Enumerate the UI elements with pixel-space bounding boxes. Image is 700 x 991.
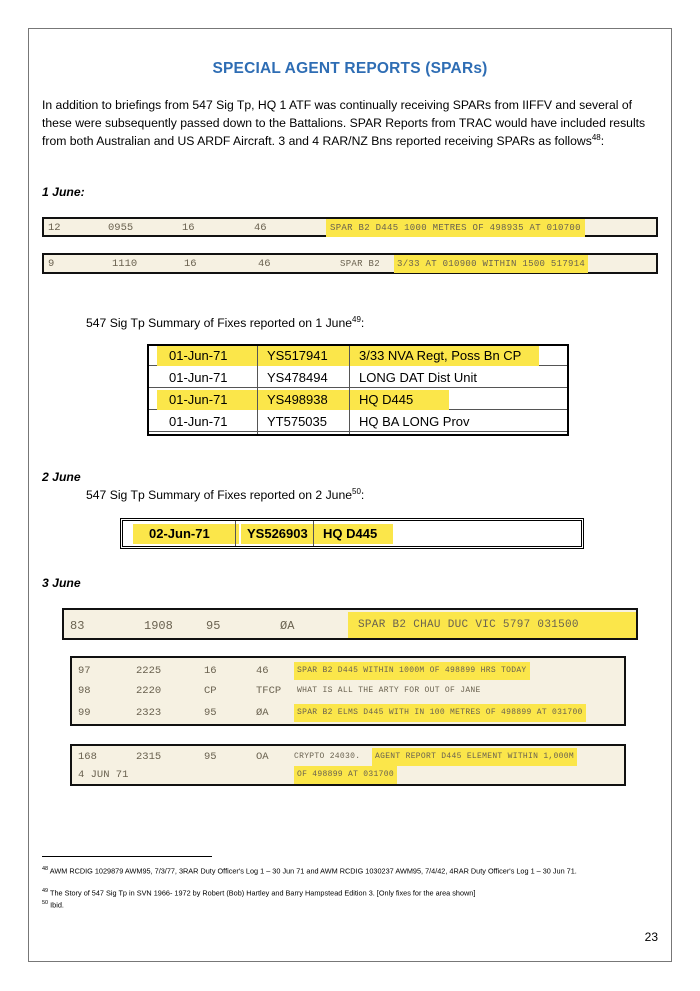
fix-grid: YS526903 xyxy=(241,524,329,544)
footnote-ref-48[interactable]: 48 xyxy=(591,132,601,142)
column-divider xyxy=(349,346,350,434)
summary-label-end: : xyxy=(360,488,365,502)
footnote-separator xyxy=(42,856,212,857)
log-from: 95 xyxy=(204,751,217,763)
log-to: OA xyxy=(256,751,269,763)
footnote-number: 49 xyxy=(42,888,49,894)
log-row xyxy=(72,682,624,700)
log-time: 2220 xyxy=(136,685,162,697)
log-serial: 168 xyxy=(78,751,97,763)
summary-label-end: : xyxy=(360,316,365,330)
footnote-48 xyxy=(42,864,664,877)
log-serial: 99 xyxy=(78,707,91,719)
log-serial: 83 xyxy=(70,619,85,633)
fix-date: 01-Jun-71 xyxy=(157,346,261,366)
log-excerpt-3-june-a xyxy=(62,608,638,640)
log-text: SPAR B2 D445 1000 METRES OF 498935 AT 010700 xyxy=(326,219,585,237)
fix-grid: YS517941 xyxy=(261,346,353,366)
log-serial: 9 xyxy=(48,258,55,270)
intro-text: In addition to briefings from 547 Sig Tp, HQ 1 ATF was continually receiving SPARs from IIFFV and several of these were subsequently passed down to the Battalions. SPAR Reports from TRAC would have included results from both Australian and US ARDF Aircraft. 3 and 4 RAR/NZ Bns reported receiving SPARs as follows xyxy=(42,98,646,148)
fix-date: 02-Jun-71 xyxy=(133,524,239,544)
log-row xyxy=(44,219,656,237)
footnote-text: Ibid. xyxy=(50,900,64,910)
log-text: SPAR B2 D445 WITHIN 1000M OF 498899 HRS TODAY xyxy=(294,662,530,680)
log-date: 4 JUN 71 xyxy=(78,769,129,781)
fix-desc: 3/33 NVA Regt, Poss Bn CP xyxy=(353,346,539,366)
summary-label-text: 547 Sig Tp Summary of Fixes reported on 2 June xyxy=(86,488,353,502)
log-time: 1110 xyxy=(112,258,138,270)
fix-summary-table-1-june xyxy=(147,344,569,436)
summary-label-text: 547 Sig Tp Summary of Fixes reported on 1 June xyxy=(86,316,353,330)
table-row xyxy=(149,412,567,432)
table-row xyxy=(149,368,567,388)
log-text: SPAR B2 CHAU DUC VIC 5797 031500 xyxy=(348,612,636,638)
log-from: 95 xyxy=(204,707,217,719)
intro-paragraph xyxy=(42,96,664,150)
footnote-ref-49[interactable]: 49 xyxy=(352,314,361,324)
log-row xyxy=(72,662,624,680)
column-divider xyxy=(257,346,258,434)
log-to: TFCP xyxy=(256,685,282,697)
log-from: 95 xyxy=(206,619,221,633)
footnote-50 xyxy=(42,898,664,911)
log-to: 46 xyxy=(254,222,267,234)
log-text: WHAT IS ALL THE ARTY FOR OUT OF JANE xyxy=(297,686,481,695)
log-row xyxy=(72,704,624,722)
fix-desc: HQ BA LONG Prov xyxy=(359,414,470,429)
fix-date: 01-Jun-71 xyxy=(169,370,228,385)
log-serial: 98 xyxy=(78,685,91,697)
log-excerpt-3-june-b xyxy=(70,656,626,726)
footnote-number: 48 xyxy=(42,866,49,872)
log-time: 2225 xyxy=(136,665,162,677)
heading-3-june: 3 June xyxy=(42,576,81,590)
log-from: 16 xyxy=(184,258,197,270)
heading-2-june: 2 June xyxy=(42,470,81,484)
log-text-highlight: AGENT REPORT D445 ELEMENT WITHIN 1,000M xyxy=(372,748,577,766)
log-serial: 12 xyxy=(48,222,61,234)
log-from: 16 xyxy=(204,665,217,677)
footnote-number: 50 xyxy=(42,900,49,906)
column-divider xyxy=(313,521,314,546)
log-time: 0955 xyxy=(108,222,134,234)
log-excerpt-1-june-b xyxy=(42,253,658,274)
log-to: ØA xyxy=(256,707,269,719)
summary-label-1-june xyxy=(86,316,364,330)
log-text-prefix: CRYPTO 24030. xyxy=(294,752,361,761)
fix-desc: LONG DAT Dist Unit xyxy=(359,370,477,385)
footnote-ref-50[interactable]: 50 xyxy=(352,486,361,496)
intro-end: : xyxy=(600,134,605,148)
log-excerpt-1-june-a xyxy=(42,217,658,237)
log-text-highlight: OF 498899 AT 031700 xyxy=(294,766,397,784)
log-text: SPAR B2 ELMS D445 WITH IN 100 METRES OF 498899 AT 031700 xyxy=(294,704,586,722)
fix-date: 01-Jun-71 xyxy=(157,390,261,410)
log-time: 2315 xyxy=(136,751,162,763)
fix-grid: YT575035 xyxy=(267,414,327,429)
log-from: CP xyxy=(204,685,217,697)
fix-date: 01-Jun-71 xyxy=(169,414,228,429)
log-time: 2323 xyxy=(136,707,162,719)
log-text-highlight: 3/33 AT 010900 WITHIN 1500 517914 xyxy=(394,255,588,273)
log-row xyxy=(72,748,624,766)
footnote-text: AWM RCDIG 1029879 AWM95, 7/3/77, 3RAR Duty Officer's Log 1 – 30 Jun 71 and AWM RCDIG 1030237 AWM95, 7/4/42, 4RAR Duty Officer's Log 1 – 30 Jun 71. xyxy=(49,866,577,876)
page-title: SPECIAL AGENT REPORTS (SPARs) xyxy=(212,60,488,77)
log-excerpt-3-june-c xyxy=(70,744,626,786)
heading-1-june: 1 June: xyxy=(42,185,85,199)
fix-desc: HQ D445 xyxy=(353,390,449,410)
log-to: ØA xyxy=(280,619,295,633)
table-row xyxy=(149,390,567,410)
fix-grid: YS498938 xyxy=(261,390,353,410)
log-time: 1908 xyxy=(144,619,173,633)
log-serial: 97 xyxy=(78,665,91,677)
log-row xyxy=(44,255,656,273)
fix-grid: YS478494 xyxy=(267,370,328,385)
fix-desc: HQ D445 xyxy=(317,524,393,544)
log-text-prefix: SPAR B2 xyxy=(340,259,380,269)
log-to: 46 xyxy=(258,258,271,270)
table-row xyxy=(123,524,581,544)
log-to: 46 xyxy=(256,665,269,677)
log-row xyxy=(72,766,624,784)
summary-label-2-june xyxy=(86,488,364,502)
fix-summary-table-2-june xyxy=(120,518,584,549)
log-from: 16 xyxy=(182,222,195,234)
footnote-49 xyxy=(42,886,664,899)
footnote-text: The Story of 547 Sig Tp in SVN 1966- 1972 by Robert (Bob) Hartley and Barry Hampstead Edition 3. [Only fixes for the area shown] xyxy=(50,888,476,898)
table-row xyxy=(149,346,567,366)
column-divider xyxy=(235,521,236,546)
page-number: 23 xyxy=(644,930,658,944)
